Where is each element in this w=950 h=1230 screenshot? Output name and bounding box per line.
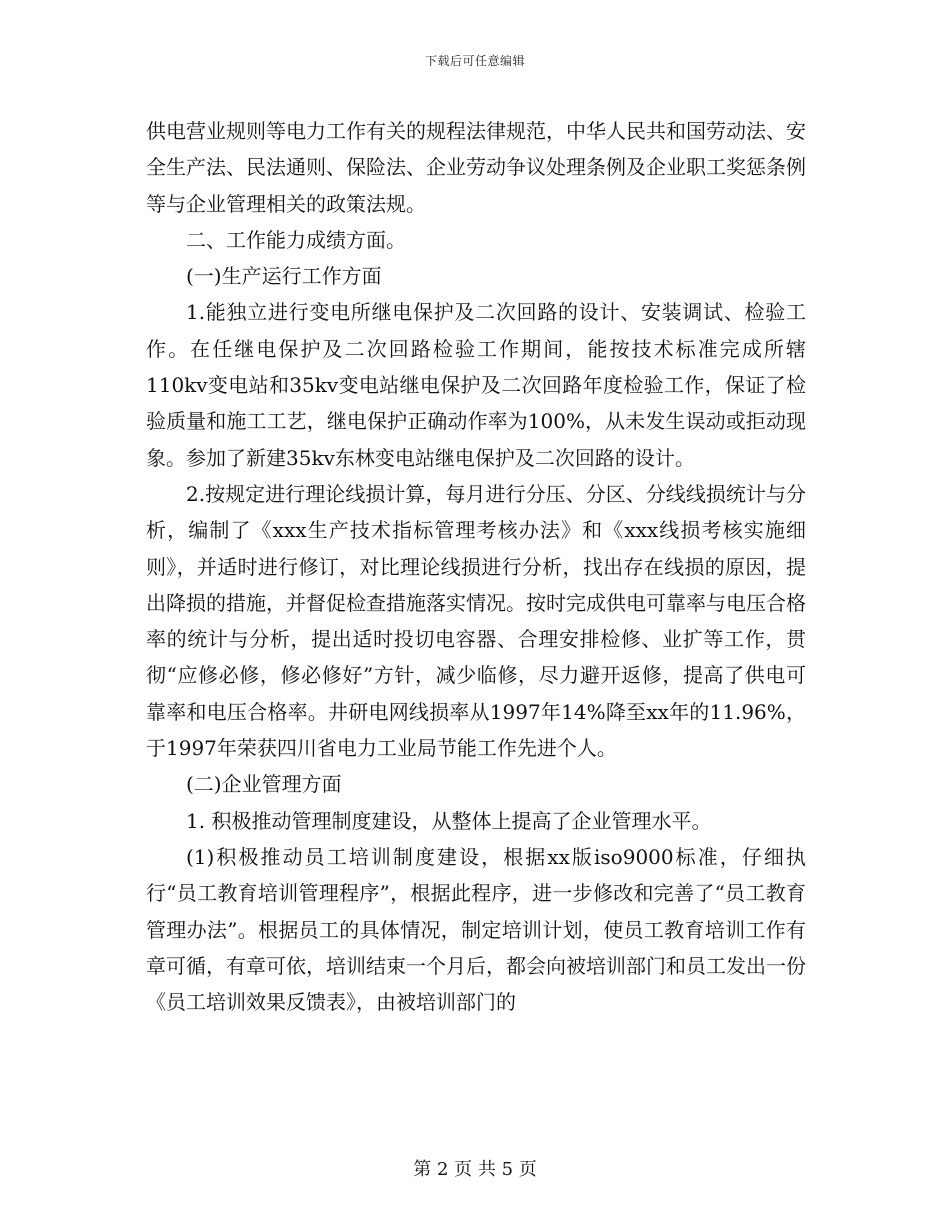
paragraph: (1)积极推动员工培训制度建设，根据xx版iso9000标准，仔细执行“员工教育培训管理程序”，根据此程序，进一步修改和完善了“员工教育管理办法”。根据员工的具体情况，制定培训计划，使员工教育培训工作有章可循，有章可依，培训结束一个月后，都会向被培训部门和员工发出一份《员工培训效果反馈表》，由被培训部门的 bbox=[146, 844, 806, 1015]
section-heading: 二、工作能力成绩方面。 bbox=[186, 227, 406, 252]
paragraph: 2.按规定进行理论线损计算，每月进行分压、分区、分线线损统计与分析，编制了《xxx生产技术指标管理考核办法》和《xxx线损考核实施细则》，并适时进行修订，对比理论线损进行分析，找出存在线损的原因，提出降损的措施，并督促检查措施落实情况。按时完成供电可靠率与电压合格率的统计与分析，提出适时投切电容器、合理安排检修、业扩等工作，贯彻“应修必修，修必修好”方针，减少临修，尽力避开返修，提高了供电可靠率和电压合格率。井研电网线损率从1997年14%降至xx年的11.96%，于1997年荣获四川省电力工业局节能工作先进个人。 bbox=[146, 481, 806, 761]
subsection-heading: (二)企业管理方面 bbox=[186, 772, 342, 797]
paragraph: 1. 积极推动管理制度建设，从整体上提高了企业管理水平。 bbox=[186, 808, 712, 833]
paragraph: 1.能独立进行变电所继电保护及二次回路的设计、安装调试、检验工作。在任继电保护及二次回路检验工作期间，能按技术标准完成所辖110kv变电站和35kv变电站继电保护及二次回路年度检验工作，保证了检验质量和施工工艺，继电保护正确动作率为100%，从未发生误动或拒动现象。参加了新建35kv东林变电站继电保护及二次回路的设计。 bbox=[146, 300, 806, 470]
page-number: 第 2 页 共 5 页 bbox=[413, 1159, 537, 1180]
document-body bbox=[146, 113, 806, 1020]
header-note: 下载后可任意编辑 bbox=[424, 54, 525, 68]
subsection-heading: (一)生产运行工作方面 bbox=[186, 264, 382, 289]
paragraph: 供电营业规则等电力工作有关的规程法律规范，中华人民共和国劳动法、安全生产法、民法通则、保险法、企业劳动争议处理条例及企业职工奖惩条例等与企业管理相关的政策法规。 bbox=[146, 119, 806, 216]
